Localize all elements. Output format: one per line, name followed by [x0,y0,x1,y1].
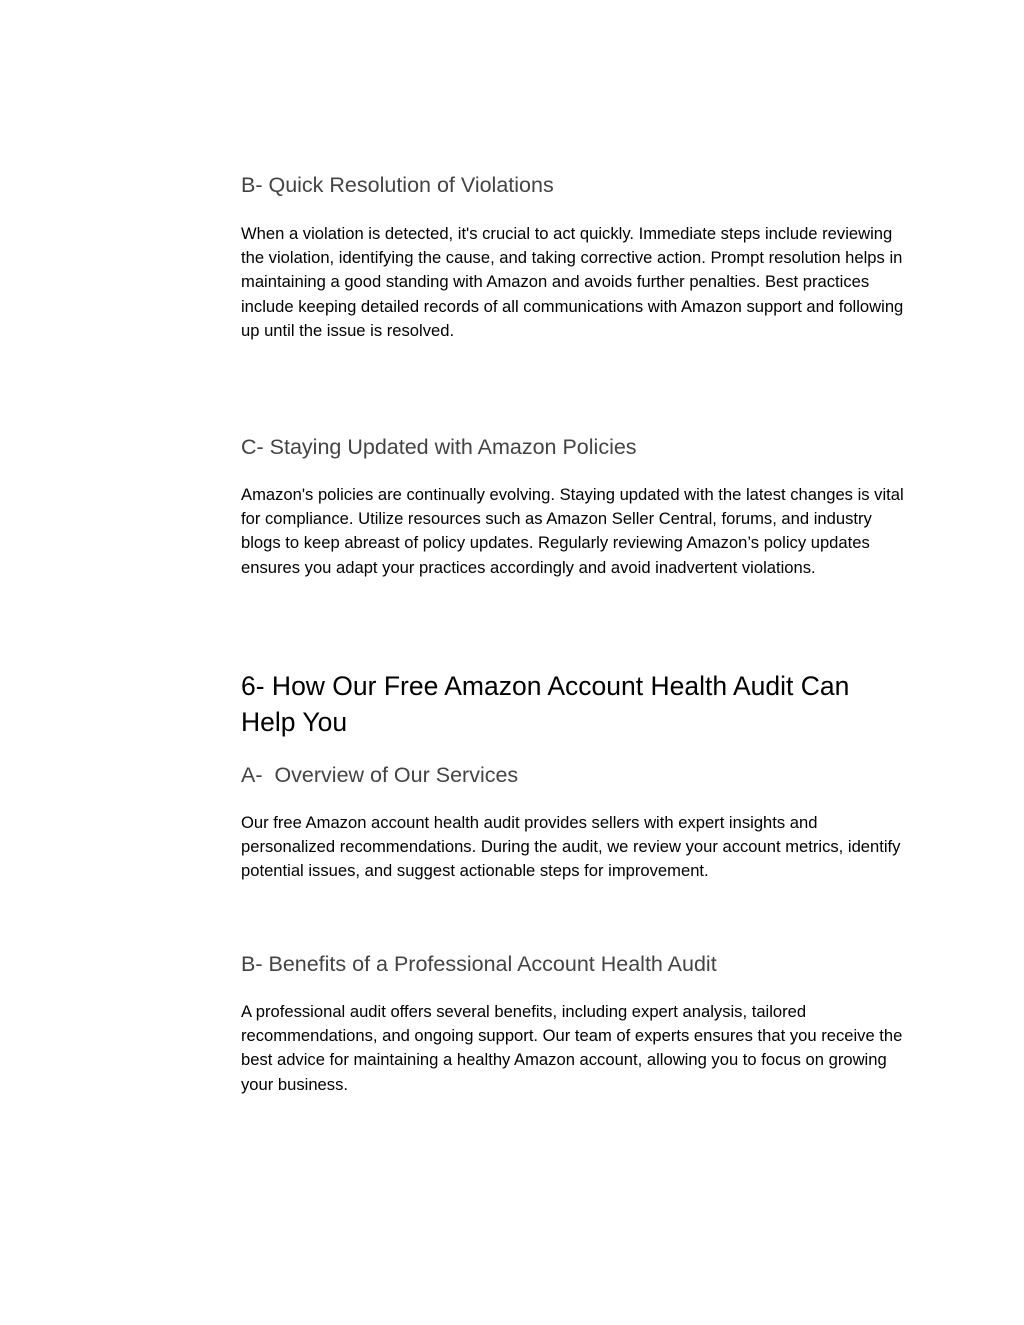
paragraph-benefits: A professional audit offers several benefits, including expert analysis, tailored recommendations, and ongoing support. Our team of experts ensures that you receive the best advice for maintaining a healthy Amazon account, allowing you to focus on growing your business. [241,1002,903,1094]
section-heading-quick-resolution: B- Quick Resolution of Violations [241,173,554,197]
paragraph-overview: Our free Amazon account health audit provides sellers with expert insights and personalized recommendations. During the audit, we review your account metrics, identify potential issues, and suggest actionable steps for improvement. [241,813,901,881]
section-heading-benefits: B- Benefits of a Professional Account Health Audit [241,952,717,976]
paragraph-quick-resolution: When a violation is detected, it's crucial to act quickly. Immediate steps include reviewing the violation, identifying the cause, and taking corrective action. Prompt resolution helps in maintaining a good standing with Amazon and avoids further penalties. Best practices include keeping detailed records of all communications with Amazon support and following up until the issue is resolved. [241,224,904,340]
section-heading-staying-updated: C- Staying Updated with Amazon Policies [241,435,637,459]
section-heading-overview: A- Overview of Our Services [241,763,519,787]
paragraph-staying-updated: Amazon's policies are continually evolving. Staying updated with the latest changes is vital for compliance. Utilize resources such as Amazon Seller Central, forums, and industry blogs to keep abreast of policy updates. Regularly reviewing Amazon’s policy updates ensures you adapt your practices accordingly and avoid inadvertent violations. [241,485,904,577]
section-heading-free-audit: 6- How Our Free Amazon Account Health Audit Can Help You [241,671,850,737]
